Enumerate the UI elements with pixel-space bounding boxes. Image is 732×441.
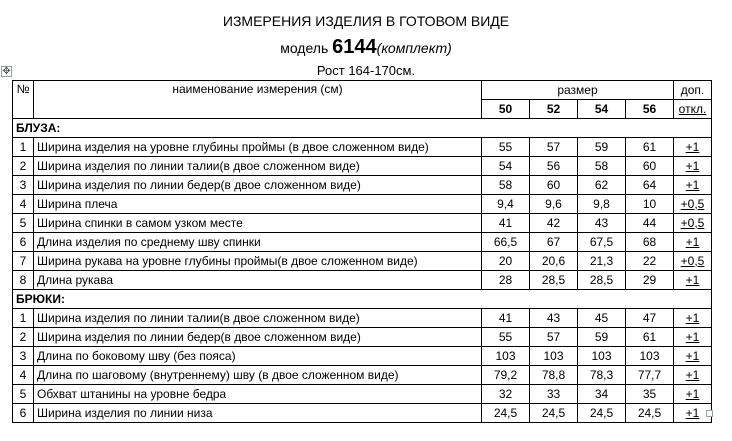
tolerance-value: +1 xyxy=(685,139,700,154)
row-number: 5 xyxy=(13,385,34,404)
tolerance-cell xyxy=(674,328,712,347)
measurement-value: 61 xyxy=(626,138,674,157)
measurement-name: Ширина изделия по линии талии(в двое сложенном виде) xyxy=(34,309,482,328)
row-number: 5 xyxy=(13,214,34,233)
tolerance-cell xyxy=(674,233,712,252)
tolerance-cell xyxy=(674,347,712,366)
table-row xyxy=(13,385,712,404)
measurement-value: 47 xyxy=(626,309,674,328)
measurement-value: 55 xyxy=(482,138,530,157)
measurement-name: Ширина изделия на уровне глубины проймы (в двое сложенном виде) xyxy=(34,138,482,157)
size-54: 54 xyxy=(578,100,626,119)
model-number: 6144 xyxy=(332,36,377,58)
measurement-name: Ширина плеча xyxy=(34,195,482,214)
measurement-name: Ширина рукава на уровне глубины проймы(в двое сложенном виде) xyxy=(34,252,482,271)
measurement-value: 45 xyxy=(578,309,626,328)
measurement-name: Ширина изделия по линии бедер(в двое сложенном виде) xyxy=(34,328,482,347)
row-number: 6 xyxy=(13,233,34,252)
row-number: 2 xyxy=(13,328,34,347)
measurement-value: 67 xyxy=(530,233,578,252)
measurement-value: 24,5 xyxy=(578,404,626,423)
measurement-value: 44 xyxy=(626,214,674,233)
measurement-value: 24,5 xyxy=(530,404,578,423)
tolerance-cell xyxy=(674,176,712,195)
measurement-value: 62 xyxy=(578,176,626,195)
tolerance-value: +1 xyxy=(685,234,700,249)
measurement-value: 64 xyxy=(626,176,674,195)
table-row xyxy=(13,366,712,385)
measurement-value: 66,5 xyxy=(482,233,530,252)
measurement-value: 28,5 xyxy=(530,271,578,290)
measurement-value: 22 xyxy=(626,252,674,271)
measurement-value: 68 xyxy=(626,233,674,252)
tolerance-cell xyxy=(674,385,712,404)
row-number: 3 xyxy=(13,176,34,195)
tolerance-value: +1 xyxy=(685,367,700,382)
row-number: 7 xyxy=(13,252,34,271)
tolerance-cell xyxy=(674,309,712,328)
measurement-name: Ширина изделия по линии талии(в двое сложенном виде) xyxy=(34,157,482,176)
height-range: Рост 164-170см. xyxy=(316,63,416,78)
document-title: ИЗМЕРЕНИЯ ИЗДЕЛИЯ В ГОТОВОМ ВИДЕ xyxy=(222,13,510,29)
tolerance-value: +1 xyxy=(685,158,700,173)
table-row xyxy=(13,195,712,214)
measurement-name: Длина рукава xyxy=(34,271,482,290)
measurement-value: 59 xyxy=(578,328,626,347)
section-row xyxy=(13,290,712,309)
row-number: 3 xyxy=(13,347,34,366)
measurement-name: Длина по боковому шву (без пояса) xyxy=(34,347,482,366)
tolerance-value: +1 xyxy=(685,310,700,325)
measurement-value: 34 xyxy=(578,385,626,404)
measurement-value: 58 xyxy=(578,157,626,176)
tolerance-value: +1 xyxy=(685,405,700,420)
size-50: 50 xyxy=(482,100,530,119)
measurement-value: 10 xyxy=(626,195,674,214)
table-move-handle-icon[interactable]: ✥ xyxy=(2,66,11,77)
measurement-value: 54 xyxy=(482,157,530,176)
row-number: 1 xyxy=(13,138,34,157)
measurement-value: 61 xyxy=(626,328,674,347)
tolerance-cell xyxy=(674,195,712,214)
measurement-value: 20 xyxy=(482,252,530,271)
measurement-name: Ширина спинки в самом узком месте xyxy=(34,214,482,233)
measurement-value: 78,8 xyxy=(530,366,578,385)
tolerance-value: +1 xyxy=(685,348,700,363)
measurement-value: 60 xyxy=(530,176,578,195)
measurement-value: 57 xyxy=(530,328,578,347)
table-row xyxy=(13,157,712,176)
section-row xyxy=(13,119,712,138)
measurement-value: 60 xyxy=(626,157,674,176)
tolerance-value: +0,5 xyxy=(680,196,705,211)
measurement-value: 77,7 xyxy=(626,366,674,385)
measurement-name: Длина по шаговому (внутреннему) шву (в двое сложенном виде) xyxy=(34,366,482,385)
measurement-name: Обхват штанины на уровне бедра xyxy=(34,385,482,404)
header-tolerance-2: откл. xyxy=(674,100,712,119)
measurements-table xyxy=(12,80,712,423)
measurement-value: 103 xyxy=(578,347,626,366)
header-size: размер xyxy=(482,81,674,100)
tolerance-value: +0,5 xyxy=(680,253,705,268)
measurement-name: Длина изделия по среднему шву спинки xyxy=(34,233,482,252)
measurement-value: 9,4 xyxy=(482,195,530,214)
table-body xyxy=(13,81,712,423)
measurement-value: 59 xyxy=(578,138,626,157)
tolerance-value: +1 xyxy=(685,386,700,401)
measurement-value: 103 xyxy=(530,347,578,366)
measurement-value: 55 xyxy=(482,328,530,347)
measurement-value: 41 xyxy=(482,309,530,328)
measurement-value: 78,3 xyxy=(578,366,626,385)
measurement-value: 28,5 xyxy=(578,271,626,290)
tolerance-cell xyxy=(674,252,712,271)
table-row xyxy=(13,138,712,157)
measurement-value: 42 xyxy=(530,214,578,233)
row-number: 1 xyxy=(13,309,34,328)
table-row xyxy=(13,271,712,290)
tolerance-cell xyxy=(674,138,712,157)
measurement-value: 43 xyxy=(530,309,578,328)
table-row xyxy=(13,252,712,271)
row-number: 4 xyxy=(13,366,34,385)
section-title: БРЮКИ: xyxy=(13,290,712,309)
table-row xyxy=(13,214,712,233)
table-row xyxy=(13,347,712,366)
measurement-name: Ширина изделия по линии низа xyxy=(34,404,482,423)
measurement-value: 21,3 xyxy=(578,252,626,271)
measurement-value: 103 xyxy=(482,347,530,366)
measurement-value: 103 xyxy=(626,347,674,366)
measurement-value: 79,2 xyxy=(482,366,530,385)
measurement-value: 58 xyxy=(482,176,530,195)
tolerance-value: +1 xyxy=(685,329,700,344)
measurement-value: 43 xyxy=(578,214,626,233)
header-number: № xyxy=(13,81,34,119)
measurement-value: 67,5 xyxy=(578,233,626,252)
table-row xyxy=(13,309,712,328)
table-row xyxy=(13,176,712,195)
measurement-value: 29 xyxy=(626,271,674,290)
measurement-value: 32 xyxy=(482,385,530,404)
measurement-value: 24,5 xyxy=(482,404,530,423)
size-56: 56 xyxy=(626,100,674,119)
tolerance-value: +0,5 xyxy=(680,215,705,230)
measurement-value: 56 xyxy=(530,157,578,176)
row-number: 6 xyxy=(13,404,34,423)
measurement-name: Ширина изделия по линии бедер(в двое сложенном виде) xyxy=(34,176,482,195)
header-tolerance-1: доп. xyxy=(674,81,712,100)
header-measurement-name: наименование измерения (см) xyxy=(34,81,482,119)
row-number: 4 xyxy=(13,195,34,214)
header-row-1 xyxy=(13,81,712,100)
measurement-value: 20,6 xyxy=(530,252,578,271)
measurement-value: 28 xyxy=(482,271,530,290)
tolerance-cell xyxy=(674,214,712,233)
tolerance-cell xyxy=(674,157,712,176)
section-title: БЛУЗА: xyxy=(13,119,712,138)
model-line xyxy=(0,36,732,59)
tolerance-cell xyxy=(674,366,712,385)
measurement-value: 33 xyxy=(530,385,578,404)
row-number: 2 xyxy=(13,157,34,176)
measurement-value: 24,5 xyxy=(626,404,674,423)
table-row xyxy=(13,233,712,252)
measurement-value: 35 xyxy=(626,385,674,404)
measurement-value: 41 xyxy=(482,214,530,233)
row-number: 8 xyxy=(13,271,34,290)
tolerance-cell xyxy=(674,271,712,290)
size-52: 52 xyxy=(530,100,578,119)
model-prefix: модель xyxy=(280,40,329,56)
tolerance-value: +1 xyxy=(685,177,700,192)
table-row xyxy=(13,404,712,423)
measurement-value: 9,8 xyxy=(578,195,626,214)
model-suffix: (комплект) xyxy=(376,40,452,56)
tolerance-value: +1 xyxy=(685,272,700,287)
table-row xyxy=(13,328,712,347)
measurement-value: 9,6 xyxy=(530,195,578,214)
table-resize-handle[interactable] xyxy=(706,410,713,417)
measurement-value: 57 xyxy=(530,138,578,157)
